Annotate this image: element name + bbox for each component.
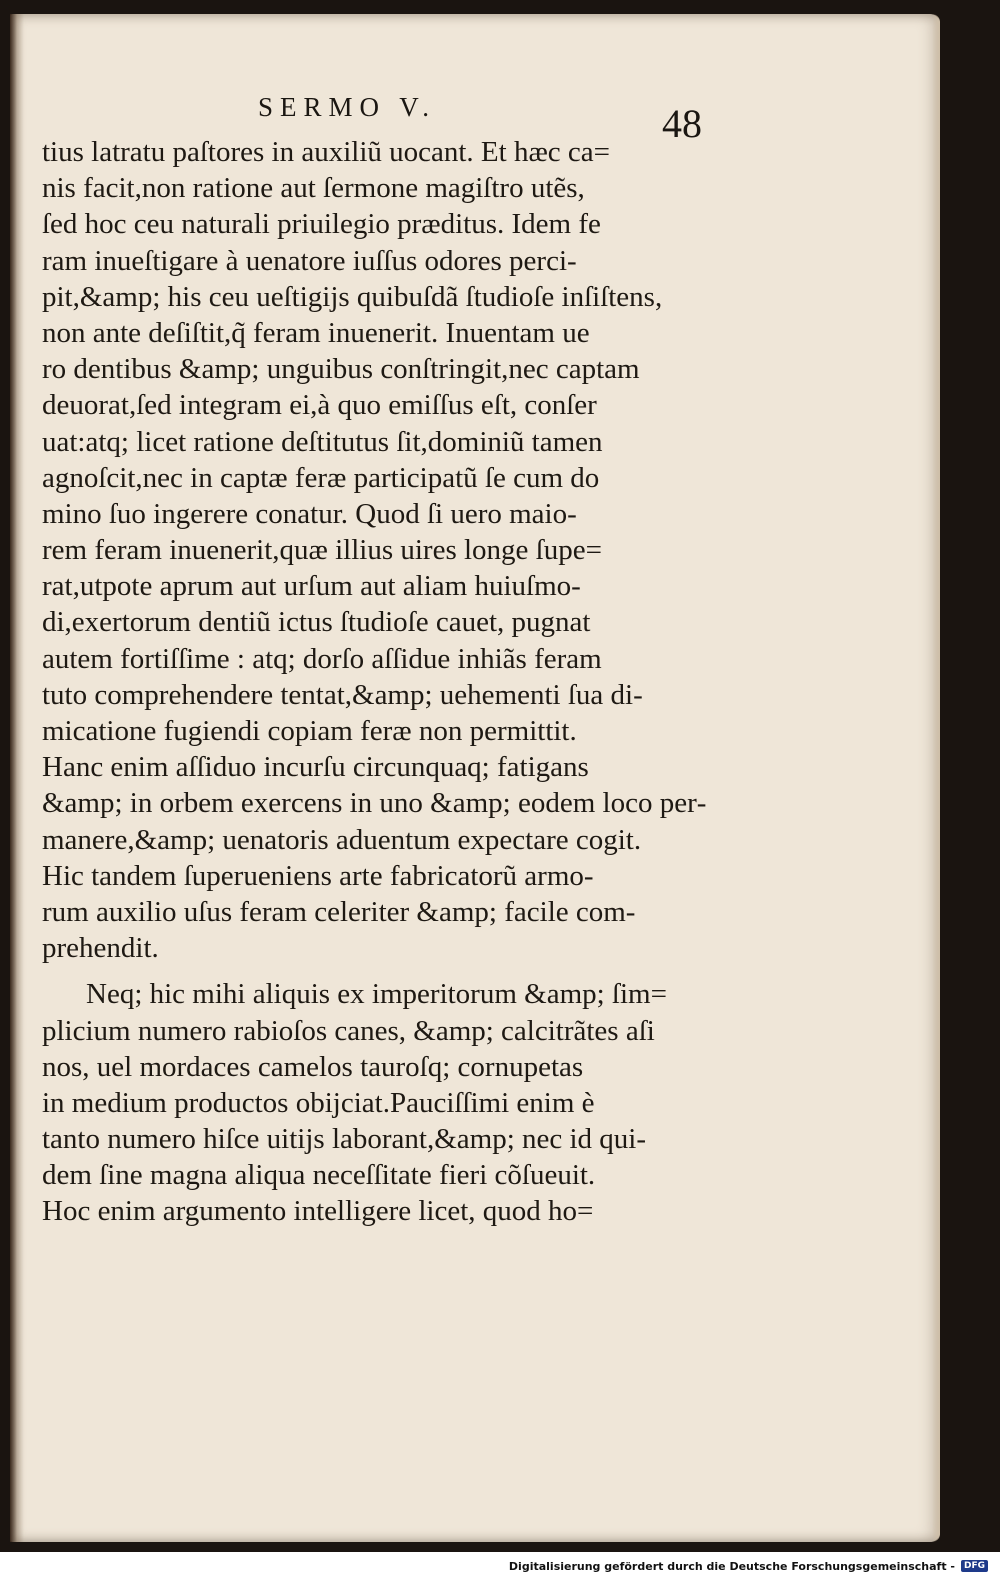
text-line: Hic tandem ſuperueniens arte fabricatorũ armo‑ <box>42 859 594 892</box>
text-line: Neq; hic mihi aliquis ex imperitorum &amp; ſim= <box>86 978 667 1011</box>
text-line: deuorat,ſed integram ei,à quo emiſſus eſt, conſer <box>42 389 597 422</box>
text-line: mino ſuo ingerere conatur. Quod ſi uero maio‑ <box>42 497 577 530</box>
text-line: Hanc enim aſſiduo incurſu circunquaq; fatigans <box>42 751 589 784</box>
page-edge <box>932 14 940 1542</box>
text-line: ſed hoc ceu naturali priuilegio præditus. Idem fe <box>42 208 601 241</box>
text-line: rum auxilio uſus feram celeriter &amp; facile com‑ <box>42 895 636 928</box>
body-text <box>42 134 707 1230</box>
text-line: di,exertorum dentiũ ictus ſtudioſe cauet, pugnat <box>42 606 591 639</box>
text-line: tanto numero hiſce uitijs laborant,&amp; nec id qui‑ <box>42 1123 647 1156</box>
text-line: manere,&amp; uenatoris aduentum expectare cogit. <box>42 823 642 856</box>
funding-note: Digitalisierung gefördert durch die Deutsche Forschungsgemeinschaft - <box>508 1559 955 1573</box>
text-line: autem fortiſſime : atq; dorſo aſſidue inhiãs feram <box>42 642 602 675</box>
page-number: 48 <box>662 101 702 146</box>
page-spine-shadow <box>10 14 24 1542</box>
dfg-logo: DFG <box>961 1560 988 1572</box>
text-line: rat,utpote aprum aut urſum aut aliam huiuſmo‑ <box>42 570 581 603</box>
text-line: agnoſcit,nec in captæ feræ participatũ ſe cum do <box>42 461 600 494</box>
funding-footer <box>509 1553 988 1579</box>
text-line: rem feram inuenerit,quæ illius uires longe ſupe= <box>42 534 602 567</box>
text-line: ram inueſtigare à uenatore iuſſus odores perci‑ <box>42 244 577 277</box>
text-line: dem ſine magna aliqua neceſſitate fieri cõſueuit. <box>42 1159 596 1192</box>
running-head: SERMO V. <box>258 92 437 122</box>
text-line: uat:atq; licet ratione deſtitutus ſit,dominiũ tamen <box>42 425 603 458</box>
text-line: in medium productos obijciat.Pauciſſimi enim è <box>42 1086 595 1119</box>
text-line: non ante deſiſtit,q̃ feram inuenerit. Inuentam ue <box>42 316 590 349</box>
text-line: nis facit,non ratione aut ſermone magiſtro utẽs, <box>42 172 585 205</box>
text-line: Hoc enim argumento intelligere licet, quod ho= <box>42 1195 594 1228</box>
text-line: nos, uel mordaces camelos tauroſq; cornupetas <box>42 1050 584 1083</box>
text-line: ro dentibus &amp; unguibus conſtringit,nec captam <box>42 353 640 386</box>
text-line: micatione fugiendi copiam feræ non permittit. <box>42 715 577 747</box>
text-line: plicium numero rabioſos canes, &amp; calcitrãtes aſi <box>42 1014 655 1047</box>
text-line: pit,&amp; his ceu ueſtigijs quibuſdã ſtudioſe inſiſtens, <box>42 280 663 313</box>
text-line: tuto comprehendere tentat,&amp; uehementi ſua di‑ <box>42 678 643 711</box>
text-line: &amp; in orbem exercens in uno &amp; eodem loco per‑ <box>42 787 707 820</box>
text-line: prehendit. <box>42 932 159 965</box>
text-line: tius latratu paſtores in auxiliũ uocant. Et hæc ca= <box>42 136 611 168</box>
